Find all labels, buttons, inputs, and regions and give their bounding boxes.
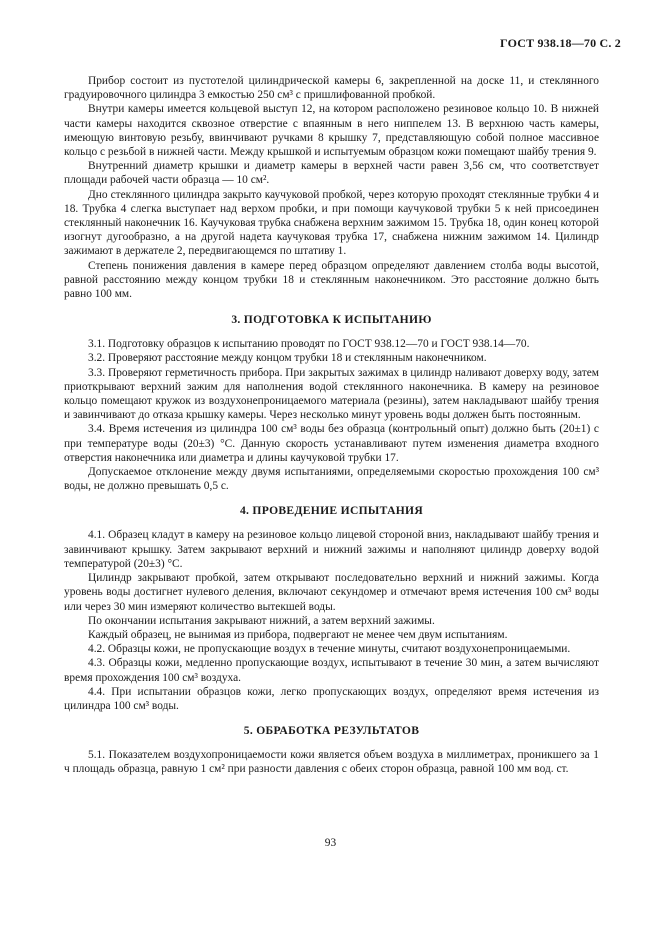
section-5-paragraph: 5.1. Показателем воздухопроницаемости кожи является объем воздуха в миллиметрах, проникшего за 1 ч площадь образца, равную 1 см² при разности давления с обеих сторон образца, равной 100 мм вод. ст. xyxy=(64,749,599,776)
section-3-paragraph: 3.4. Время истечения из цилиндра 100 см³ воды без образца (контрольный опыт) должно быть (20±1) с при температуре воды (20±3) °С. Данную скорость устанавливают путем изменения диаметра входного отверстия наконечника или диаметра и длины каучуковой трубки 17. xyxy=(64,423,599,464)
intro-paragraph: Внутренний диаметр крышки и диаметр камеры в верхней части равен 3,56 см, что соответствует площади рабочей части образца — 10 см². xyxy=(64,160,599,187)
section-4-paragraph: 4.2. Образцы кожи, не пропускающие воздух в течение минуты, считают воздухонепроницаемыми. xyxy=(88,643,571,656)
intro-paragraph: Дно стеклянного цилиндра закрыто каучуковой пробкой, через которую проходят стеклянные трубки 4 и 18. Трубка 4 слегка выступает над верхом пробки, и при помощи каучуковой трубки 5 к ней присоединен стеклянный наконечник 16. Каучуковая трубка снабжена верхним зажимом 15. Трубка 18, один конец которой изогнут дугообразно, а на другой надета каучуковая трубка 17, снабжена нижним зажимом 14. Цилиндр зажимают в держателе 2, передвигающемся по штативу 1. xyxy=(64,188,599,258)
section-3-paragraph: 3.2. Проверяют расстояние между концом трубки 18 и стеклянным наконечником. xyxy=(88,352,487,365)
section-4-paragraph: По окончании испытания закрывают нижний, а затем верхний зажимы. xyxy=(88,614,435,627)
intro-paragraph: Степень понижения давления в камере перед образцом определяют давлением столба воды высотой, равной расстоянию между концом трубки 18 и стеклянным наконечником. Это расстояние должно быть равно 100 мм. xyxy=(64,259,599,301)
section-5-heading: 5. ОБРАБОТКА РЕЗУЛЬТАТОВ xyxy=(243,724,420,738)
section-3-paragraph: Допускаемое отклонение между двумя испытаниями, определяемыми скоростью прохождения 100 см³ воды, не должно превышать 0,5 с. xyxy=(64,466,599,493)
page-number: 93 xyxy=(324,837,337,849)
intro-paragraph: Прибор состоит из пустотелой цилиндрической камеры 6, закрепленной на доске 11, и стеклянного градуировочного цилиндра 3 емкостью 250 см³ с пришлифованной пробкой. xyxy=(64,75,599,102)
section-4-paragraph: Цилиндр закрывают пробкой, затем открывают последовательно верхний и нижний зажимы. Когда уровень воды достигнет нулевого деления, включают секундомер и отмечают время истечения 100 см³ воды или через 30 мин измеряют количество вытекшей воды. xyxy=(64,572,599,613)
intro-paragraph: Внутри камеры имеется кольцевой выступ 12, на котором расположено резиновое кольцо 10. В нижней части камеры находится сквозное отверстие с впаянным в него ниппелем 13. В верхнюю часть камеры, имеющую винтовую резьбу, ввинчивают ручками 8 крышку 7, представляющую собой полное массивное кольцо с резьбой в нижней части. Между крышкой и испытуемым образцом кожи помещают шайбу трения 9. xyxy=(64,103,599,159)
section-3-paragraph: 3.3. Проверяют герметичность прибора. При закрытых зажимах в цилиндр наливают доверху воду, затем приоткрывают верхний зажим для наполнения водой стеклянного наконечника. В камеру на резиновое кольцо помещают кружок из воздухонепроницаемого материала (резины), затем накладывают шайбу трения и завинчивают до отказа крышку камеры. Через несколько минут уровень воды должен быть постоянным. xyxy=(64,366,599,422)
section-4-paragraph: 4.3. Образцы кожи, медленно пропускающие воздух, испытывают в течение 30 мин, а затем вычисляют время прохождения 100 см³ воздуха. xyxy=(64,657,599,684)
section-3-paragraph: 3.1. Подготовку образцов к испытанию проводят по ГОСТ 938.12—70 и ГОСТ 938.14—70. xyxy=(88,338,530,351)
section-4-heading: 4. ПРОВЕДЕНИЕ ИСПЫТАНИЯ xyxy=(239,504,424,518)
document-body xyxy=(64,74,599,777)
section-3-heading: 3. ПОДГОТОВКА К ИСПЫТАНИЮ xyxy=(231,313,432,327)
section-4-paragraph: 4.4. При испытании образцов кожи, легко пропускающих воздух, определяют время истечения из цилиндра 100 см³ воды. xyxy=(64,685,599,712)
page-header: ГОСТ 938.18—70 С. 2 xyxy=(500,36,621,50)
section-4-paragraph: Каждый образец, не вынимая из прибора, подвергают не менее чем двум испытаниям. xyxy=(88,628,508,641)
section-4-paragraph: 4.1. Образец кладут в камеру на резиновое кольцо лицевой стороной вниз, накладывают шайбу трения и завинчивают крышку. Затем закрывают верхний и нижний зажимы и наполняют цилиндр доверху водой температурой (20±3) °С. xyxy=(64,529,599,570)
